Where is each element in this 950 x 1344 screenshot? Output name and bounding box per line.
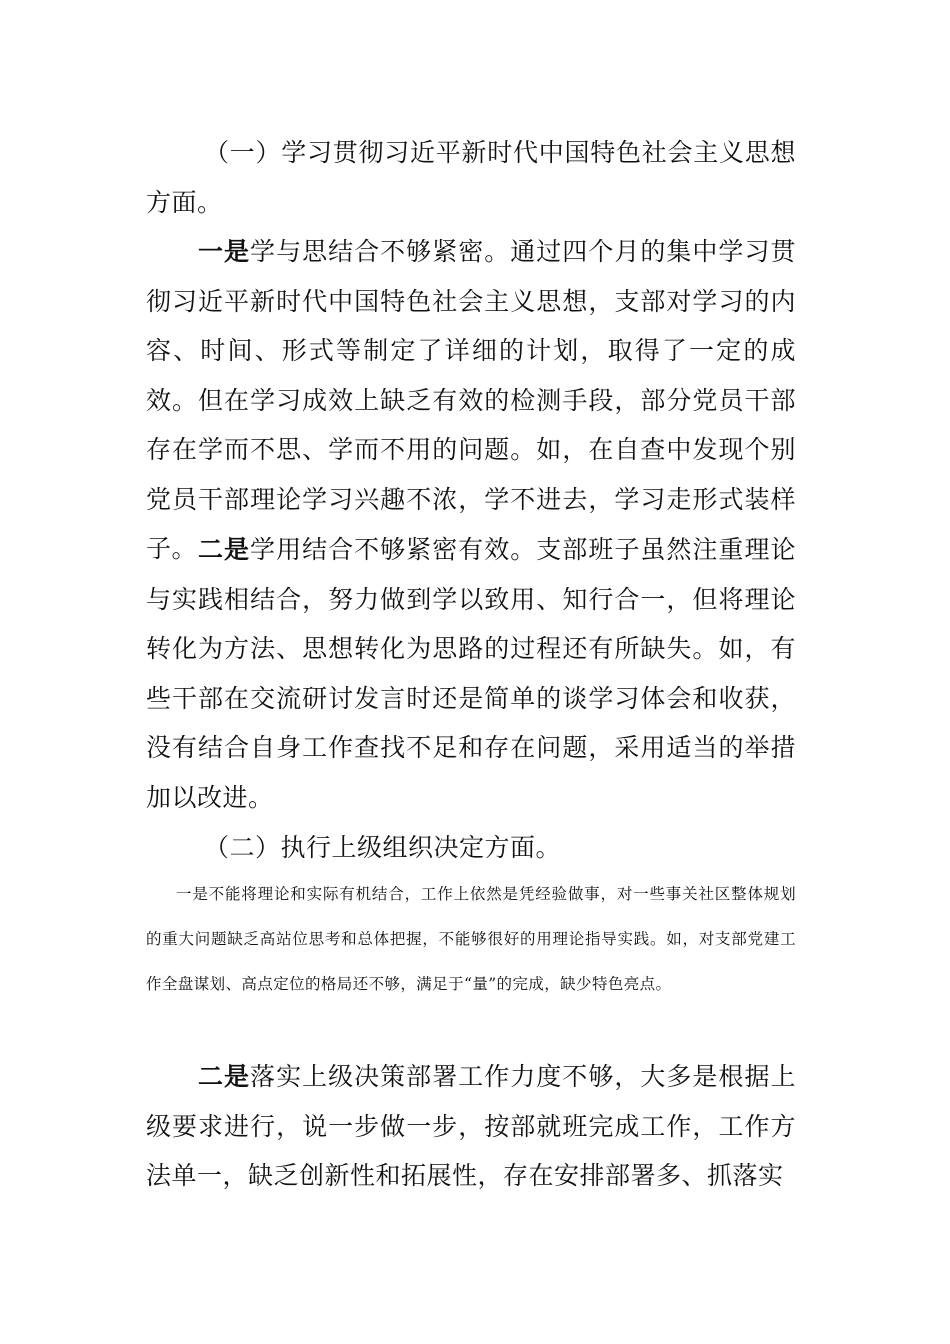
section1-point1 [146,227,796,574]
section1-point1-lead: 一是 [198,237,251,266]
section2-point2-lead: 二是 [198,1062,251,1091]
section1-point2 [146,525,796,822]
section2-point2-text: 落实上级决策部署工作力度不够，大多是根据上级要求进行，说一步做一步，按部就班完成工作，工作方法单一，缺乏创新性和拓展性，存在安排部署多、抓落实 [146,1062,796,1190]
section2-point1: 一是不能将理论和实际有机结合，工作上依然是凭经验做事，对一些事关社区整体规划的重大问题缺乏高站位思考和总体把握，不能够很好的用理论指导实践。如，对支部党建工作全盘谋划、高点定位的格局还不够，满足于“量”的完成，缺少特色亮点。 [146,885,796,993]
section1-heading: （一）学习贯彻习近平新时代中国特色社会主义思想方面。 [146,138,796,217]
section2-point2 [146,1052,796,1201]
section2-heading: （二）执行上级组织决定方面。 [204,833,562,862]
section1-point2-text: 学用结合不够紧密有效。支部班子虽然注重理论与实践相结合，努力做到学以致用、知行合一，但将理论转化为方法、思想转化为思路的过程还有所缺失。如，有些干部在交流研讨发言时还是简单的谈学习体会和收获，没有结合自身工作查找不足和存在问题，采用适当的举措加以改进。 [146,535,796,812]
section1-point2-lead: 二是 [198,535,251,564]
section1-point1-text: 学与思结合不够紧密。通过四个月的集中学习贯彻习近平新时代中国特色社会主义思想，支部对学习的内容、时间、形式等制定了详细的计划，取得了一定的成效。但在学习成效上缺乏有效的检测手段，部分党员干部存在学而不思、学而不用的问题。如，在自查中发现个别党员干部理论学习兴趣不浓，学不进去，学习走形式装样子。 [146,237,796,563]
